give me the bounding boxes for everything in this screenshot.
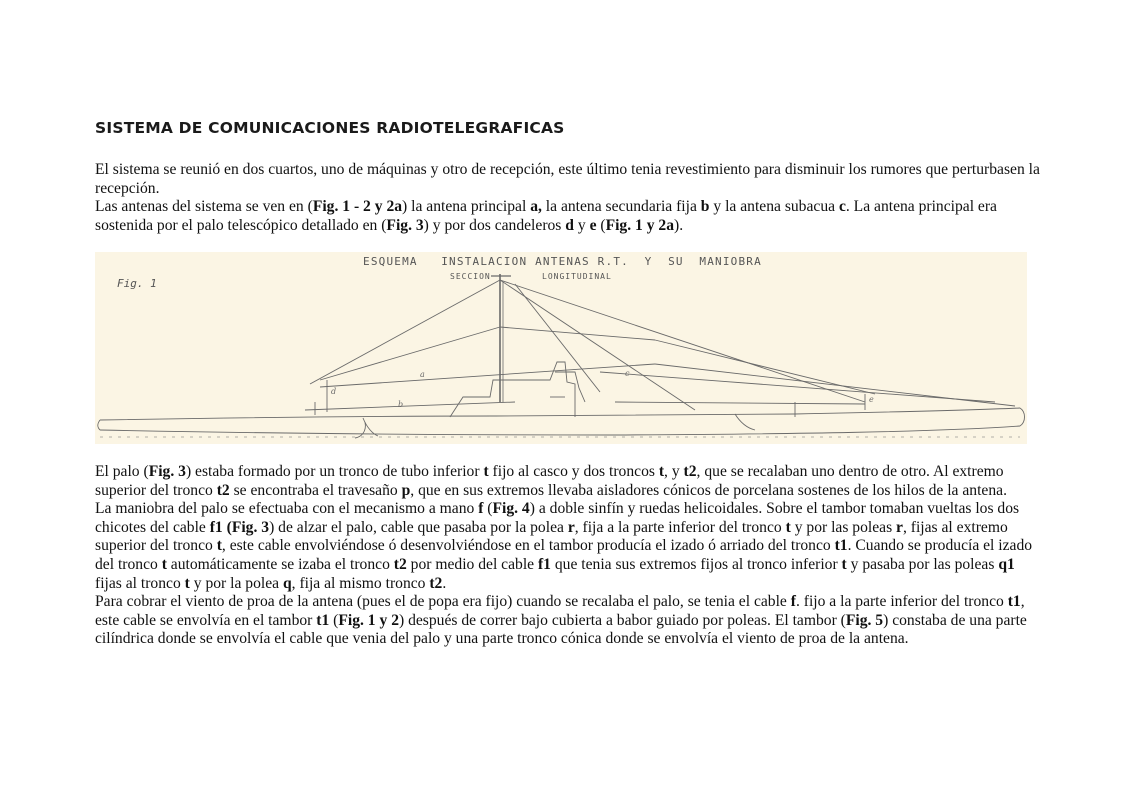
- figure-annotation-e: e: [869, 395, 874, 404]
- bold-reference: t1: [1007, 593, 1021, 611]
- section-1-text: [95, 161, 1040, 235]
- bold-reference: t: [216, 537, 222, 555]
- bold-reference: t: [658, 463, 665, 480]
- bold-reference: c: [838, 198, 846, 216]
- figure-heading: ESQUEMA INSTALACION ANTENAS R.T. Y SU MANIOBRA: [363, 255, 762, 268]
- bold-reference: t: [483, 463, 489, 480]
- bold-reference: t: [161, 555, 167, 573]
- bold-reference: t: [785, 518, 791, 536]
- bold-reference: Fig. 1 y 2: [338, 611, 399, 629]
- document-page: [95, 0, 1040, 800]
- bold-reference: t: [184, 574, 190, 592]
- figure-label: Fig. 1: [117, 277, 157, 290]
- bold-reference: Fig. 3: [386, 216, 424, 234]
- bold-reference: b: [700, 198, 710, 216]
- bold-reference: Fig. 4: [492, 500, 530, 518]
- figure-annotation-a: a: [420, 370, 425, 379]
- bold-reference: p: [401, 481, 411, 499]
- figure-annotation-b: b: [398, 400, 404, 409]
- bold-reference: Fig. 3: [148, 463, 186, 480]
- paragraph: El palo (Fig. 3) estaba formado por un tronco de tubo inferior t fijo al casco y dos troncos t, y t2, que se recalaban uno dentro de otro. Al extremo superior del tronco t2 se encontraba el travesaño p, que en sus extremos llevaba aisladores cónicos de porcelana sostenes de los hilos de la antena.: [95, 463, 1007, 499]
- bold-reference: a,: [530, 198, 542, 216]
- bold-reference: t2: [393, 555, 407, 573]
- bold-reference: f1 (Fig. 3: [209, 518, 270, 536]
- bold-reference: t2: [683, 463, 697, 480]
- bold-reference: Fig. 1 - 2 y 2a: [312, 198, 403, 216]
- figure-subheading-right: LONGITUDINAL: [542, 272, 612, 281]
- paragraph: Las antenas del sistema se ven en (Fig. 1 - 2 y 2a) la antena principal a, la antena secundaria fija b y la antena subacua c. La antena principal era sostenida por el palo telescópico detallado en (Fig. 3) y por dos candeleros d y e (Fig. 1 y 2a).: [95, 198, 997, 234]
- bold-reference: q1: [998, 555, 1015, 573]
- figure-1-antenna-diagram: [95, 252, 1027, 444]
- document-title: SISTEMA DE COMUNICACIONES RADIOTELEGRAFICAS: [95, 119, 565, 137]
- bold-reference: r: [567, 518, 575, 536]
- figure-subheading-left: SECCION: [450, 272, 491, 281]
- bold-reference: r: [896, 518, 903, 536]
- figure-annotation-d: d: [331, 387, 337, 396]
- bold-reference: t1: [834, 537, 848, 555]
- bold-reference: t2: [429, 574, 443, 592]
- section-2-text: [95, 463, 1040, 649]
- bold-reference: f1: [537, 555, 551, 573]
- bold-reference: Fig. 5: [845, 611, 884, 629]
- paragraph: Para cobrar el viento de proa de la antena (pues el de popa era fijo) cuando se recalaba el palo, se tenia el cable f. fijo a la parte inferior del tronco t1, este cable se envolvía en el tambor t1 (Fig. 1 y 2) después de correr bajo cubierta a babor guiado por poleas. El tambor (Fig. 5) constaba de una parte cilíndrica donde se envolvía el cable que venia del palo y una parte tronco cónica donde se envolvía el viento de proa de la antena.: [95, 593, 1027, 648]
- bold-reference: f: [478, 500, 484, 518]
- figure-annotation-c: c: [625, 369, 630, 378]
- bold-reference: q: [282, 574, 292, 592]
- bold-reference: t: [841, 555, 847, 573]
- bold-reference: e: [589, 216, 597, 234]
- bold-reference: f: [790, 593, 796, 611]
- bold-reference: t2: [216, 481, 230, 499]
- bold-reference: Fig. 1 y 2a: [605, 216, 675, 234]
- bold-reference: d: [565, 216, 574, 234]
- paragraph: El sistema se reunió en dos cuartos, uno de máquinas y otro de recepción, este último tenia revestimiento para disminuir los rumores que perturbasen la recepción.: [95, 161, 1040, 197]
- bold-reference: t1: [316, 611, 330, 629]
- paragraph: La maniobra del palo se efectuaba con el mecanismo a mano f (Fig. 4) a doble sinfín y ruedas helicoidales. Sobre el tambor tomaban vueltas los dos chicotes del cable f1 (Fig. 3) de alzar el palo, cable que pasaba por la polea r, fija a la parte inferior del tronco t y por las poleas r, fijas al extremo superior del tronco t, este cable envolviéndose ó desenvolviéndose en el tambor producía el izado ó arriado del tronco t1. Cuando se producía el izado del tronco t automáticamente se izaba el tronco t2 por medio del cable f1 que tenia sus extremos fijos al tronco inferior t y pasaba por las poleas q1 fijas al tronco t y por la polea q, fija al mismo tronco t2.: [95, 500, 1033, 592]
